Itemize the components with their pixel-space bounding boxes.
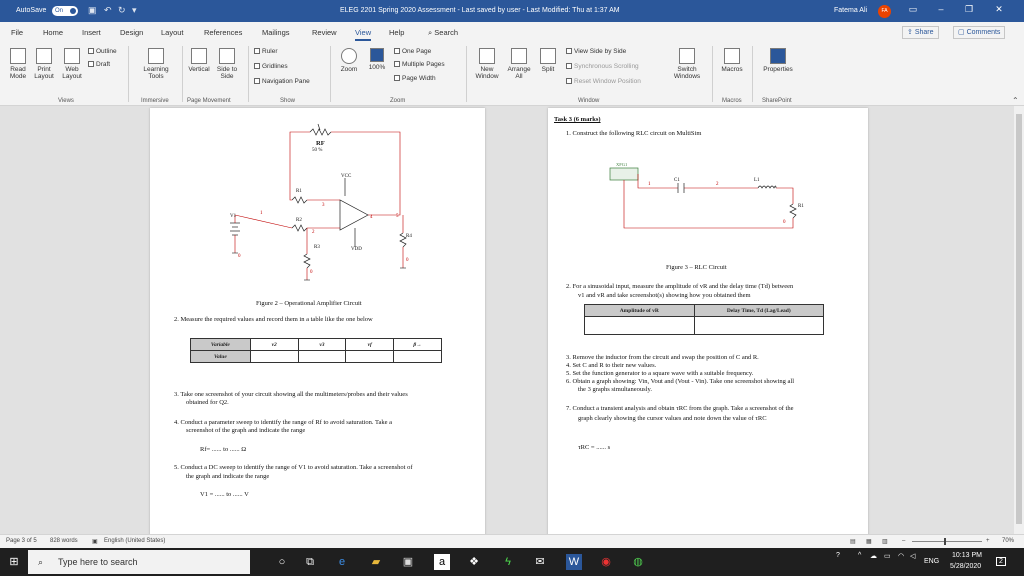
search-icon: ⌕ xyxy=(428,28,433,37)
word-count[interactable]: 828 words xyxy=(50,538,78,544)
read-mode-icon xyxy=(10,48,26,64)
clock-date[interactable]: 5/28/2020 xyxy=(950,563,982,570)
web-layout-button[interactable] xyxy=(60,48,84,80)
table-header: Amplitude of vR xyxy=(585,305,695,317)
switch-windows-label: Switch Windows xyxy=(673,66,701,80)
ribbon-separator xyxy=(182,46,183,102)
close-icon[interactable]: ✕ xyxy=(995,4,1003,14)
task3-question-2-cont: v1 and vR and take screenshot(s) showing how you obtained them xyxy=(578,292,751,299)
tab-insert[interactable]: Insert xyxy=(82,28,101,37)
ribbon-separator xyxy=(248,46,249,102)
task3-question-2: 2. For a sinusoidal input, measure the amplitude of vR and the delay time (Td) between xyxy=(566,283,794,290)
table-header: Variable xyxy=(191,339,251,351)
synchronous-scrolling-label: Synchronous Scrolling xyxy=(574,63,639,70)
v1-range: V1 = ...... to ...... V xyxy=(200,491,249,498)
question-3-text: 3. Take one screenshot of your circuit showing all the multimeters/probes and their values xyxy=(174,391,408,398)
r2-label: R2 xyxy=(296,218,302,223)
table-cell[interactable] xyxy=(394,351,442,363)
read-mode-button[interactable] xyxy=(6,48,30,80)
task3-question-6: 6. Obtain a graph showing: Vin, Vout and (Vout - Vin). Take one screenshot showing all xyxy=(566,378,795,385)
ribbon-separator xyxy=(330,46,331,102)
ruler-checkbox[interactable] xyxy=(254,48,278,55)
search-icon: ⌕ xyxy=(38,557,44,567)
table-header: β→ xyxy=(394,339,442,351)
node-label: 1 xyxy=(260,211,263,216)
redo-icon[interactable]: ↻ xyxy=(118,5,126,15)
clock-time[interactable]: 10:13 PM xyxy=(952,552,982,559)
values-table xyxy=(190,338,442,363)
gridlines-checkbox[interactable] xyxy=(254,63,288,70)
v1-label: V1 xyxy=(230,214,237,219)
web-layout-icon xyxy=(64,48,80,64)
autosave-label: AutoSave xyxy=(16,7,47,14)
zoom-in-icon[interactable]: + xyxy=(986,538,990,544)
volume-icon[interactable]: ◁ xyxy=(910,553,916,560)
comment-icon: ▢ xyxy=(958,29,965,36)
properties-button[interactable] xyxy=(758,48,798,73)
zoom-group-label: Zoom xyxy=(390,98,406,104)
web-layout-view-icon[interactable]: ▥ xyxy=(882,539,888,545)
draft-button[interactable] xyxy=(88,61,110,68)
vertical-button[interactable] xyxy=(186,48,212,73)
learning-tools-button[interactable] xyxy=(136,48,176,80)
new-window-button[interactable] xyxy=(472,48,502,80)
ruler-label: Ruler xyxy=(262,48,278,55)
task3-question-5: 5. Set the function generator to a square wave with a suitable frequency. xyxy=(566,370,754,377)
trc-value: τRC = ...... s xyxy=(578,444,611,451)
tab-layout[interactable]: Layout xyxy=(161,28,184,37)
mail-icon[interactable]: ✉ xyxy=(535,556,545,568)
split-label: Split xyxy=(541,66,555,73)
question-4-text: 4. Conduct a parameter sweep to identify the range of Rf to avoid saturation. Take a xyxy=(174,419,393,426)
tab-design[interactable]: Design xyxy=(120,28,144,37)
zoom-slider[interactable] xyxy=(912,541,982,542)
op-amp-circuit xyxy=(150,108,485,298)
page-count[interactable]: Page 3 of 5 xyxy=(6,538,37,544)
r4-label: R4 xyxy=(406,234,412,239)
side-to-side-icon xyxy=(219,48,235,64)
store-icon[interactable]: ▣ xyxy=(402,556,414,568)
properties-label: Properties xyxy=(763,66,793,73)
table-header: v2 xyxy=(250,339,298,351)
tab-home[interactable]: Home xyxy=(43,28,64,37)
collapse-ribbon-icon[interactable]: ⌃ xyxy=(1012,96,1019,105)
zoom-label: Zoom xyxy=(340,66,358,73)
split-button[interactable] xyxy=(536,48,560,73)
rf-label: RF xyxy=(316,140,325,147)
view-side-by-side-button[interactable] xyxy=(566,48,626,55)
vertical-icon xyxy=(191,48,207,64)
print-layout-button[interactable] xyxy=(32,48,56,80)
arrange-all-label: Arrange All xyxy=(507,66,531,80)
vertical-label: Vertical xyxy=(188,66,210,73)
function-generator-label: XFG1 xyxy=(616,162,628,167)
immersive-group-label: Immersive xyxy=(141,98,169,104)
node-label: 0 xyxy=(238,254,241,259)
new-window-label: New Window xyxy=(475,66,499,80)
ribbon xyxy=(0,42,1024,106)
task3-question-6-cont: the 3 graphs simultaneously. xyxy=(578,386,652,393)
side-to-side-button[interactable] xyxy=(212,48,242,80)
web-layout-label: Web Layout xyxy=(62,66,82,80)
edge-icon[interactable]: e xyxy=(338,556,346,568)
window-group-label: Window xyxy=(578,98,600,104)
split-icon xyxy=(540,48,556,64)
save-icon[interactable]: ▣ xyxy=(88,5,97,15)
search-box[interactable] xyxy=(428,28,458,38)
status-bar xyxy=(0,534,1024,548)
node-label: 0 xyxy=(783,220,786,225)
table-header: v3 xyxy=(298,339,346,351)
file-explorer-icon[interactable]: ▰ xyxy=(371,556,381,568)
node-label: 1 xyxy=(648,182,651,187)
tab-file[interactable]: File xyxy=(11,28,24,37)
customize-qat-icon[interactable]: ▾ xyxy=(132,5,137,15)
rlc-circuit xyxy=(548,138,868,258)
question-2-text: 2. Measure the required values and record them in a table like the one below xyxy=(174,316,373,323)
table-cell[interactable] xyxy=(585,317,695,335)
switch-windows-button[interactable] xyxy=(668,48,706,80)
show-group-label: Show xyxy=(280,98,296,104)
rf-percent: 50 % xyxy=(312,148,323,153)
print-layout-icon xyxy=(36,48,52,64)
minimize-icon[interactable]: – xyxy=(938,4,944,14)
tab-mailings[interactable]: Mailings xyxy=(262,28,290,37)
table-row-label: Value xyxy=(191,351,251,363)
figure-3-caption: Figure 3 – RLC Circuit xyxy=(666,264,727,271)
macros-button[interactable] xyxy=(718,48,746,73)
windows-start-icon[interactable]: ⊞ xyxy=(9,556,19,568)
windows-taskbar xyxy=(0,548,1024,576)
tab-review[interactable]: Review xyxy=(312,28,337,37)
task-3-heading: Task 3 (6 marks) xyxy=(554,116,601,123)
help-tray-icon[interactable]: ? xyxy=(836,552,840,559)
word-icon[interactable]: W xyxy=(566,554,582,570)
autosave-toggle[interactable] xyxy=(52,6,78,16)
sharepoint-group-label: SharePoint xyxy=(762,98,792,104)
view-side-by-side-label: View Side by Side xyxy=(574,48,627,55)
navigation-pane-label: Navigation Pane xyxy=(262,78,310,85)
share-button[interactable] xyxy=(902,26,939,39)
c1-label: C1 xyxy=(674,178,680,183)
multiple-pages-label: Multiple Pages xyxy=(402,61,445,68)
zoom-100-icon xyxy=(370,48,384,62)
zoom-button[interactable] xyxy=(336,48,362,73)
page-width-button[interactable] xyxy=(394,75,436,82)
task3-question-7: 7. Conduct a transient analysis and obtain τRC from the graph. Take a screenshot of the xyxy=(566,405,794,412)
question-4-text-cont: screenshot of the graph and indicate the range xyxy=(186,427,306,434)
table-cell[interactable] xyxy=(250,351,298,363)
table-cell[interactable] xyxy=(298,351,346,363)
onedrive-icon[interactable]: ☁ xyxy=(870,553,877,560)
node-label: 3 xyxy=(322,203,325,208)
gridlines-label: Gridlines xyxy=(262,63,288,70)
tab-help[interactable]: Help xyxy=(389,28,405,37)
avatar[interactable]: FA xyxy=(878,5,891,18)
page-width-label: Page Width xyxy=(402,75,436,82)
ribbon-separator xyxy=(752,46,753,102)
language-indicator[interactable]: ENG xyxy=(924,558,940,565)
node-label: 5 xyxy=(396,214,399,219)
user-name[interactable]: Fatema Ali xyxy=(834,7,868,14)
new-window-icon xyxy=(479,48,495,64)
r3-label: R3 xyxy=(314,245,320,250)
r1-label: R1 xyxy=(296,189,302,194)
comments-label: Comments xyxy=(966,29,1001,36)
rf-range: Rf= ...... to ...... Ω xyxy=(200,446,247,453)
figure-2-caption: Figure 2 – Operational Amplifier Circuit xyxy=(256,300,362,307)
node-label: 2 xyxy=(312,230,315,235)
learning-tools-label: Learning Tools xyxy=(143,66,169,80)
task3-question-1: 1. Construct the following RLC circuit on MultiSim xyxy=(566,130,702,137)
language-status[interactable]: English (United States) xyxy=(104,538,166,544)
tab-view[interactable]: View xyxy=(355,28,372,37)
show-hidden-icons-icon[interactable]: ^ xyxy=(858,552,862,559)
vdd-label: VDD xyxy=(351,247,362,252)
zoom-icon xyxy=(341,48,357,64)
reset-window-position-button[interactable] xyxy=(566,78,641,85)
ribbon-tabs xyxy=(0,22,1024,42)
multiple-pages-button[interactable] xyxy=(394,61,445,68)
ribbon-display-options-icon[interactable]: ▭ xyxy=(908,4,918,14)
search-placeholder: Search xyxy=(434,28,459,37)
zoom-slider-thumb[interactable] xyxy=(944,538,946,545)
battery-icon[interactable]: ▭ xyxy=(884,553,891,560)
macros-label: Macros xyxy=(721,66,743,73)
whatsapp-icon[interactable]: ◍ xyxy=(633,556,643,568)
table-header: vf xyxy=(346,339,394,351)
macros-icon xyxy=(724,48,740,64)
r1-label: R1 xyxy=(798,204,804,209)
cortana-icon[interactable]: ○ xyxy=(278,556,286,568)
restore-icon[interactable]: ❐ xyxy=(964,4,974,14)
vcc-label: VCC xyxy=(341,174,352,179)
amplitude-delay-table xyxy=(584,304,824,335)
macros-group-label: Macros xyxy=(722,98,742,104)
taskbar-search-box[interactable] xyxy=(28,550,250,574)
node-label: 4 xyxy=(370,215,373,220)
document-title[interactable]: ELEG 2201 Spring 2020 Assessment - Last saved by user - Last Modified: Thu at 1:37 AM xyxy=(340,7,620,14)
node-label: 0 xyxy=(310,270,313,275)
task-view-icon[interactable]: ⧉ xyxy=(306,556,314,568)
share-label: Share xyxy=(914,29,934,36)
dropbox-icon[interactable]: ❖ xyxy=(469,556,479,568)
zoom-percent[interactable]: 70% xyxy=(1002,538,1015,544)
print-layout-label: Print Layout xyxy=(34,66,54,80)
undo-icon[interactable]: ↶ xyxy=(104,5,112,15)
page-3[interactable] xyxy=(150,108,485,534)
page-movement-group-label: Page Movement xyxy=(187,98,231,104)
task3-question-3: 3. Remove the inductor from the circuit and swap the position of C and R. xyxy=(566,354,759,361)
title-bar xyxy=(0,0,1024,22)
views-group-label: Views xyxy=(58,98,74,104)
table-cell[interactable] xyxy=(346,351,394,363)
tab-references[interactable]: References xyxy=(204,28,243,37)
question-5-text: 5. Conduct a DC sweep to identify the range of V1 to avoid saturation. Take a screenshot of xyxy=(174,464,413,471)
one-page-label: One Page xyxy=(402,48,432,55)
arrange-all-icon xyxy=(511,48,527,64)
comments-button[interactable] xyxy=(953,26,1005,39)
autosave-toggle-state: On xyxy=(55,8,64,14)
outline-button[interactable] xyxy=(88,48,117,55)
reset-window-position-label: Reset Window Position xyxy=(574,78,641,85)
share-icon: ⇪ xyxy=(907,29,913,36)
taskbar-search-placeholder: Type here to search xyxy=(58,557,138,567)
zoom-100-label: 100% xyxy=(368,64,386,71)
outline-label: Outline xyxy=(96,48,117,55)
navigation-pane-checkbox[interactable] xyxy=(254,78,310,85)
proofing-icon[interactable]: ▣ xyxy=(92,539,98,545)
arrange-all-button[interactable] xyxy=(504,48,534,80)
zoom-100-button[interactable] xyxy=(364,48,390,71)
question-5-text-cont: the graph and indicate the range xyxy=(186,473,270,480)
ribbon-separator xyxy=(712,46,713,102)
side-to-side-label: Side to Side xyxy=(216,66,238,80)
node-label: 0 xyxy=(406,258,409,263)
node-label: 2 xyxy=(716,182,719,187)
ribbon-separator xyxy=(466,46,467,102)
draft-label: Draft xyxy=(96,61,111,68)
switch-windows-icon xyxy=(679,48,695,64)
task3-question-7-cont: graph clearly showing the cursor values and note down the value of τRC xyxy=(578,415,767,422)
print-layout-view-icon[interactable]: ▦ xyxy=(866,539,872,545)
chrome-icon[interactable]: ◉ xyxy=(601,556,611,568)
amazon-icon[interactable]: a xyxy=(434,554,450,570)
l1-label: L1 xyxy=(754,178,760,183)
read-mode-label: Read Mode xyxy=(9,66,27,80)
task3-question-4: 4. Set C and R to their new values. xyxy=(566,362,657,369)
notification-badge[interactable]: 2 xyxy=(996,557,1006,566)
table-cell[interactable] xyxy=(694,317,823,335)
read-mode-view-icon[interactable]: ▤ xyxy=(850,539,856,545)
app-icon[interactable]: ϟ xyxy=(505,556,511,568)
page-4[interactable] xyxy=(548,108,868,534)
one-page-button[interactable] xyxy=(394,48,431,55)
table-header: Delay Time, Td (Lag/Lead) xyxy=(694,305,823,317)
zoom-out-icon[interactable]: – xyxy=(902,538,906,544)
learning-tools-icon xyxy=(148,48,164,64)
document-workspace[interactable] xyxy=(0,106,1024,534)
ribbon-separator xyxy=(128,46,129,102)
question-3-text-cont: obtained for Q2. xyxy=(186,399,229,406)
scrollbar-thumb[interactable] xyxy=(1016,114,1022,524)
synchronous-scrolling-button[interactable] xyxy=(566,63,639,70)
vertical-scrollbar[interactable] xyxy=(1014,106,1024,534)
wifi-icon[interactable]: ◠ xyxy=(898,553,905,560)
properties-icon xyxy=(770,48,786,64)
